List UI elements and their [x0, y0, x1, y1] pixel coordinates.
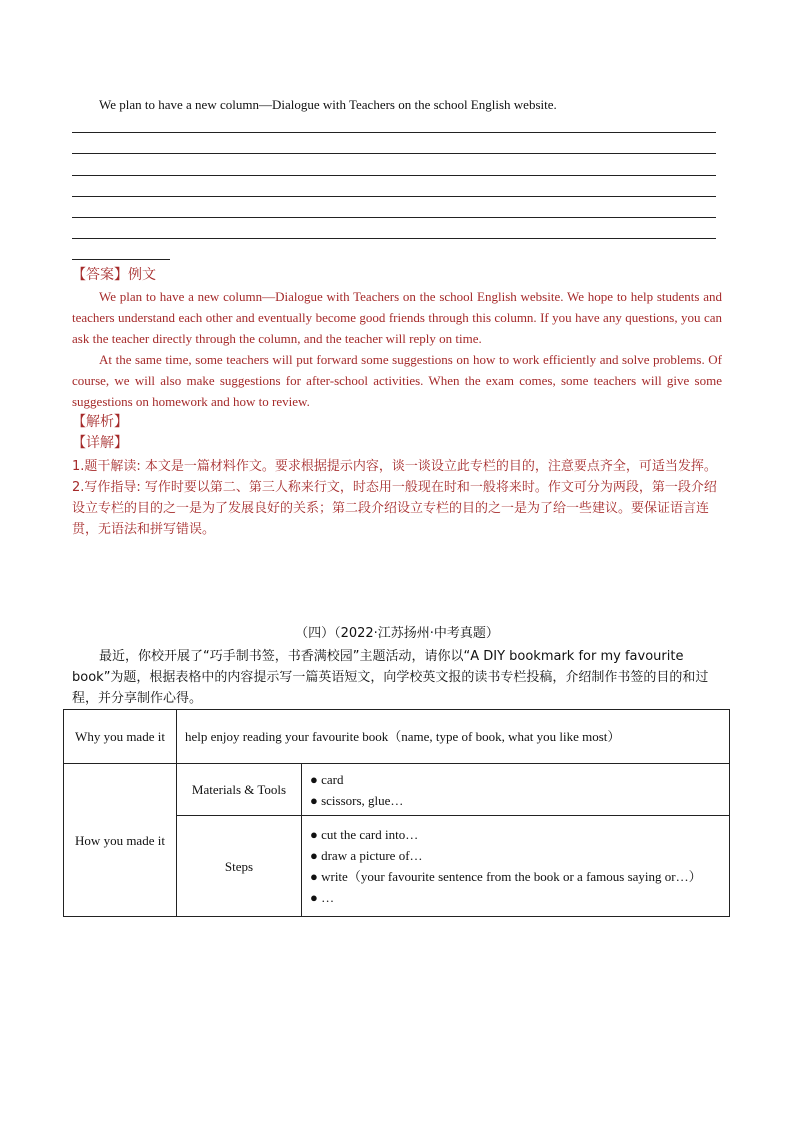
- answer-label-suffix: 例文: [128, 267, 156, 283]
- why-content-cell: help enjoy reading your favourite book（name, type of book, what you like most）: [177, 710, 730, 764]
- detail-item-2: 2.写作指导: 写作时要以第二、第三人称来行文，时态用一般现在时和一般将来时。作文可分为两段，第一段介绍设立专栏的目的之一是为了发展良好的关系；第二段介绍设立专栏的目的之一是为了给一些建议。要保证语言连贯，无语法和拼写错误。: [72, 480, 717, 537]
- answer-line: [72, 153, 716, 154]
- how-label-cell: How you made it: [64, 764, 177, 917]
- sample-essay: [72, 286, 722, 412]
- list-item: ● …: [310, 890, 335, 905]
- writing-prompt: We plan to have a new column—Dialogue with Teachers on the school English website.: [99, 97, 557, 112]
- why-label-cell: Why you made it: [64, 710, 177, 764]
- materials-label-cell: Materials & Tools: [177, 764, 302, 816]
- list-item: ● draw a picture of…: [310, 848, 423, 863]
- list-item: ● card: [310, 771, 344, 787]
- analysis-label: 【解析】: [72, 414, 128, 430]
- question-text: 最近，你校开展了“巧手制书签，书香满校园”主题活动，请你以“A DIY bookmark for my favourite book”为题，根据表格中的内容提示写一篇英语短文，向学校英文报的读书专栏投稿，介绍制作书签的目的和过程，并分享制作心得。: [72, 649, 709, 706]
- list-item: ● write（your favourite sentence from the book or a famous saying or…）: [310, 869, 702, 884]
- answer-heading: [72, 265, 156, 285]
- steps-cell: [302, 816, 730, 917]
- answer-line: [72, 238, 716, 239]
- question-body: [72, 646, 727, 709]
- essay-paragraph-1: We plan to have a new column—Dialogue with Teachers on the school English website. We hope to help students and teachers understand each other and eventually become good friends through this column. If you have any questions, you can ask the teacher directly through the column, and the teacher will reply on time.: [72, 289, 722, 346]
- question-title: （四）（2022·江苏扬州·中考真题）: [295, 626, 499, 641]
- answer-line: [72, 217, 716, 218]
- table-row: [64, 710, 730, 764]
- detail-explanation: [72, 456, 727, 540]
- table-row: [64, 764, 730, 816]
- essay-paragraph-2: At the same time, some teachers will put forward some suggestions on how to work efficiently and solve problems. Of course, we will also make suggestions for after-school activities. When the exam comes, some teachers will give some suggestions on homework and how to review.: [72, 352, 722, 409]
- answer-line-short: [72, 259, 170, 260]
- list-item: ● cut the card into…: [310, 827, 419, 842]
- materials-cell: [302, 764, 730, 816]
- list-item: ● scissors, glue…: [310, 792, 404, 808]
- answer-line: [72, 132, 716, 133]
- answer-line: [72, 196, 716, 197]
- detail-label: 【详解】: [72, 435, 128, 451]
- detail-item-1: 1.题干解读: 本文是一篇材料作文。要求根据提示内容，谈一谈设立此专栏的目的，注意要点齐全，可适当发挥。: [72, 459, 717, 474]
- answer-line: [72, 175, 716, 176]
- requirements-table: [63, 709, 730, 917]
- steps-label-cell: Steps: [177, 816, 302, 917]
- answer-label: 【答案】: [72, 267, 128, 283]
